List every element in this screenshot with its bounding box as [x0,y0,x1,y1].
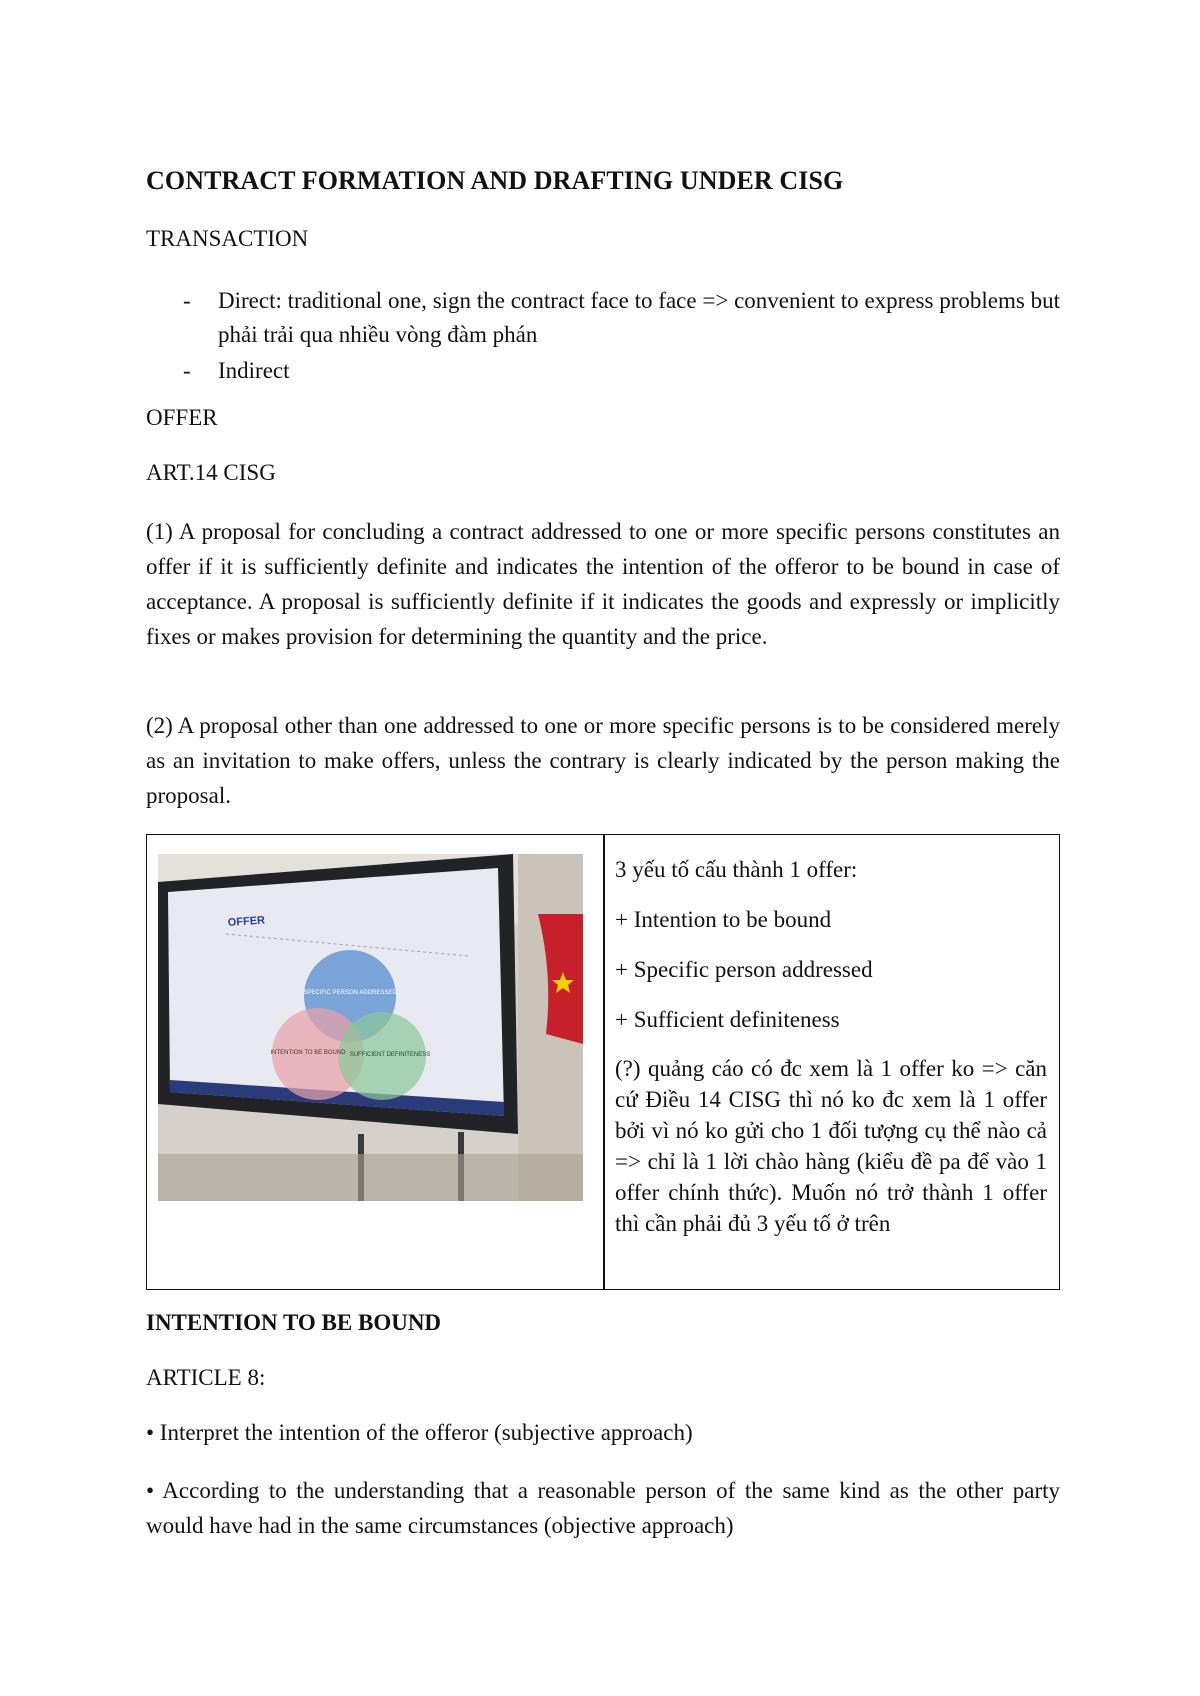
article-8-bullet-1: • Interpret the intention of the offeror (subjective approach) [146,1420,693,1445]
circle-label-top: SPECIFIC PERSON ADDRESSED [303,990,397,996]
lecture-slide-photo [158,854,583,1201]
list-item [146,354,1060,388]
article-14-paragraph-2: (2) A proposal other than one addressed to one or more specific persons is to be considered merely as an invitation to make offers, unless the contrary is clearly indicated by the person making the proposal. [146,713,1060,808]
bullet-marker: - [183,288,191,313]
document-title: CONTRACT FORMATION AND DRAFTING UNDER CISG [146,166,844,195]
circle-label-right: SUFFICIENT DEFINITENESS [349,1052,431,1058]
intention-heading: INTENTION TO BE BOUND [146,1310,442,1335]
advertising-question-note: (?) quảng cáo có đc xem là 1 offer ko => căn cứ Điều 14 CISG thì nó ko đc xem là 1 offer bởi vì nó ko gửi cho 1 đối tượng cụ thể nào cả => chỉ là 1 lời chào hàng (kiểu đề pa để vào 1 offer chính thức). Muốn nó trở thành 1 offer thì cần phải đủ 3 yếu tố ở trên [615,1056,1047,1236]
bullet-text: Direct: traditional one, sign the contract face to face => convenient to express problems but phải trải qua nhiều vòng đàm phán [218,288,1060,347]
transaction-heading: TRANSACTION [146,226,309,251]
article-14-heading: ART.14 CISG [146,460,276,485]
offer-element-item: + Intention to be bound [615,907,832,932]
article-8-bullet-2: • According to the understanding that a reasonable person of the same kind as the other party would have had in the same circumstances (objective approach) [146,1478,1060,1538]
slide-title: OFFER [227,914,266,929]
bullet-marker: - [183,358,191,383]
article-8-heading: ARTICLE 8: [146,1365,266,1390]
offer-element-item: + Specific person addressed [615,957,873,982]
offer-element-item: + Sufficient definiteness [615,1007,840,1032]
table-divider [603,835,605,1289]
list-item [146,284,1060,352]
offer-elements-notes [615,853,1047,1239]
offer-elements-table [146,834,1060,1290]
offer-elements-intro: 3 yếu tố cấu thành 1 offer: [615,857,858,882]
offer-heading: OFFER [146,405,218,430]
transaction-bullet-list [146,284,1060,388]
bullet-text: Indirect [218,358,290,383]
article-14-paragraph-1: (1) A proposal for concluding a contract addressed to one or more specific persons constitutes an offer if it is sufficiently definite and indicates the intention of the offeror to be bound in case of acceptance. A proposal is sufficiently definite if it indicates the goods and expressly or implicitly fixes or makes provision for determining the quantity and the price. [146,519,1060,649]
circle-label-left: INTENTION TO BE BOUND [270,1050,346,1056]
